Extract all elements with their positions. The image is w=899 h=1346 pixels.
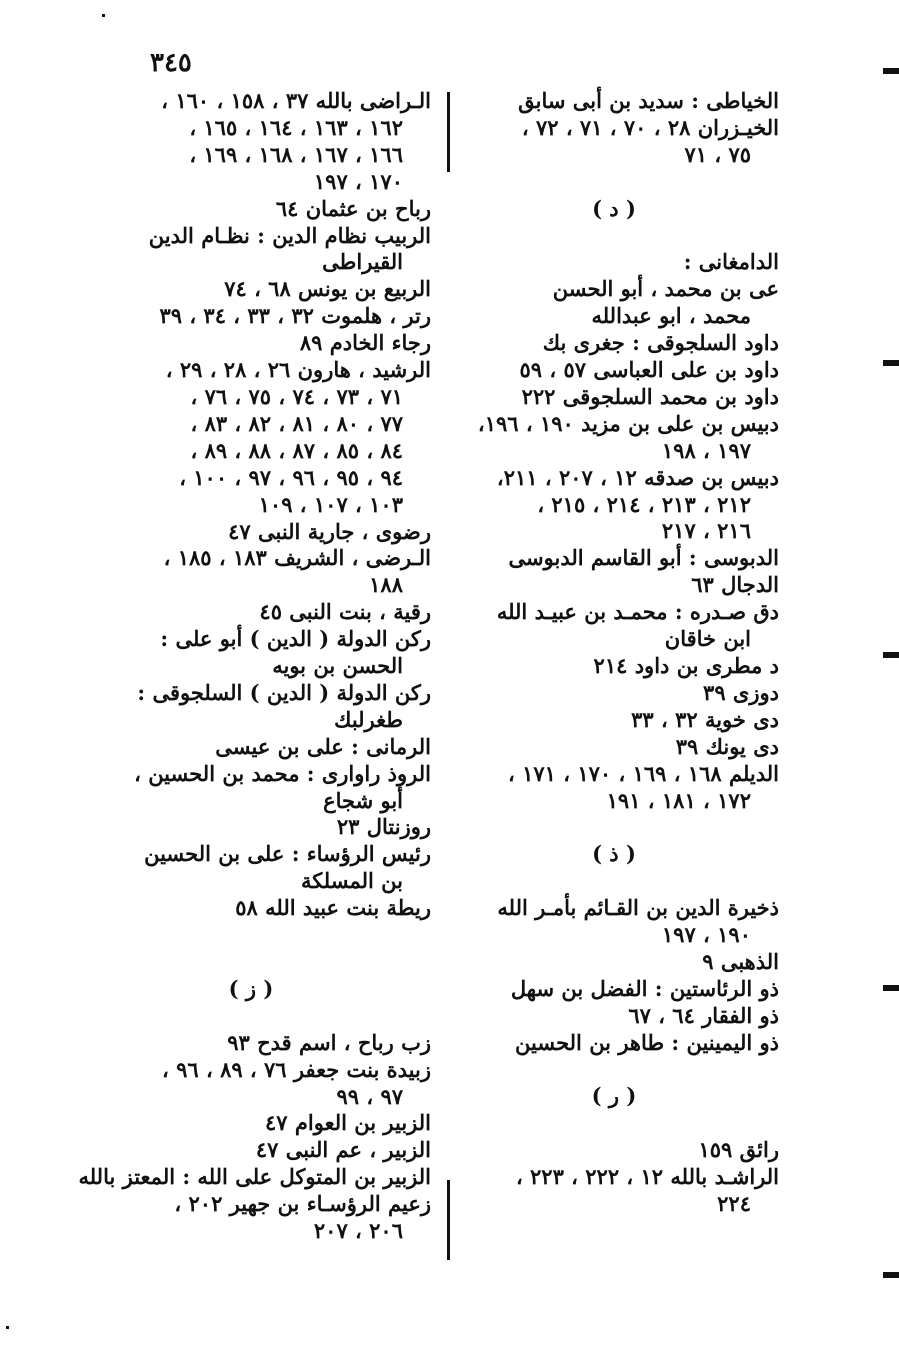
entry-line: دبيس بن صدقه ١٢ ، ٢٠٧ ، ٢١١، — [496, 464, 779, 490]
index-entry — [449, 653, 779, 680]
margin-mark — [883, 652, 899, 658]
entry-line: الخيـزران ٢٨ ، ٧٠ ، ٧١ ، ٧٢ ، — [521, 114, 779, 140]
entry-line: روزنتال ٢٣ — [336, 814, 431, 840]
index-entry — [449, 276, 779, 330]
index-column-left — [71, 88, 431, 1245]
index-entry — [71, 88, 431, 196]
index-entry — [71, 357, 431, 518]
scan-speck — [6, 1326, 9, 1329]
index-entry — [71, 1191, 431, 1245]
entry-line: الربيع بن يونس ٦٨ ، ٧٤ — [224, 276, 431, 302]
entry-line: رضوى ، جارية النبى ٤٧ — [228, 518, 431, 544]
spacer — [449, 169, 779, 196]
index-entry — [449, 707, 779, 734]
entry-continuation: محمد ، ابو عبدالله — [591, 303, 751, 329]
entry-line: الـراضى بالله ٣٧ ، ١٥٨ ، ١٦٠ ، — [161, 88, 431, 113]
entry-line: زب رباح ، اسم قدح ٩٣ — [227, 1029, 431, 1055]
entry-continuation: ٢٢٤ — [717, 1191, 751, 1217]
margin-mark — [883, 985, 899, 991]
spacer — [71, 1003, 431, 1030]
index-entry — [71, 1164, 431, 1191]
spacer — [449, 814, 779, 841]
entry-line: ريطة بنت عبيد الله ٥٨ — [235, 895, 431, 921]
margin-mark — [883, 1272, 899, 1278]
index-entry — [449, 465, 779, 546]
index-entry — [71, 1110, 431, 1137]
index-entry — [449, 1164, 779, 1218]
entry-line: الخياطى : سديد بن أبى سابق — [518, 88, 779, 113]
entry-line: دوزى ٣٩ — [703, 679, 779, 705]
index-entry — [449, 411, 779, 465]
entry-continuation: ٢٠٦ ، ٢٠٧ — [313, 1218, 403, 1244]
entry-line: ( د ) — [592, 195, 636, 221]
index-entry — [71, 895, 431, 922]
entry-line: ذو الرئاستين : الفضل بن سهل — [510, 975, 779, 1001]
index-entry — [449, 115, 779, 169]
entry-line: ذو اليمينين : طاهر بن الحسين — [515, 1029, 779, 1055]
entry-continuation: ١٠٣ ، ١٠٧ ، ١٠٩ — [258, 491, 403, 517]
entry-line: رئيس الرؤساء : على بن الحسين — [144, 841, 431, 867]
spacer — [449, 1110, 779, 1137]
entry-line: الرمانى : على بن عيسى — [215, 733, 431, 759]
letter-heading — [449, 841, 779, 868]
entry-line: الدجال ٦٣ — [691, 572, 779, 598]
letter-heading — [449, 1083, 779, 1110]
entry-line: ركن الدولة ( الدين ) السلجوقى : — [137, 679, 431, 705]
margin-mark — [883, 360, 899, 366]
entry-continuation: ٧٧ ، ٨٠ ، ٨١ ، ٨٢ ، ٨٣ ، — [190, 410, 403, 436]
entry-line: زبيدة بنت جعفر ٧٦ ، ٨٩ ، ٩٦ ، — [162, 1056, 431, 1082]
entry-line: الراشـد بالله ١٢ ، ٢٢٢ ، ٢٢٣ ، — [515, 1164, 779, 1190]
entry-continuation: ٢١٦ ، ٢١٧ — [661, 518, 751, 544]
entry-line: عى بن محمد ، أبو الحسن — [552, 276, 779, 302]
entry-continuation: ١٩٠ ، ١٩٧ — [661, 922, 751, 948]
entry-line: الرشيد ، هارون ٢٦ ، ٢٨ ، ٢٩ ، — [165, 357, 431, 383]
entry-continuation: ١٦٦ ، ١٦٧ ، ١٦٨ ، ١٦٩ ، — [189, 141, 403, 167]
entry-line: ( ذ ) — [592, 841, 636, 867]
index-entry — [71, 1057, 431, 1111]
index-entry — [71, 626, 431, 680]
index-entry — [71, 814, 431, 841]
entry-line: الزبير بن المتوكل على الله : المعتز بالله — [78, 1164, 431, 1190]
index-entry — [449, 734, 779, 761]
index-entry — [449, 384, 779, 411]
entry-line: داود بن محمد السلجوقى ٢٢٢ — [521, 383, 779, 409]
scan-speck — [102, 14, 105, 17]
index-entry — [71, 223, 431, 277]
entry-continuation: القيراطى — [322, 249, 403, 275]
index-entry — [449, 599, 779, 653]
entry-line: دبيس بن على بن مزيد ١٩٠ ، ١٩٦، — [477, 410, 779, 436]
margin-mark — [883, 68, 899, 74]
index-entry — [71, 196, 431, 223]
index-entry — [449, 1030, 779, 1057]
index-entry — [71, 761, 431, 815]
index-entry — [71, 841, 431, 895]
index-entry — [71, 519, 431, 546]
entry-line: ( ز ) — [228, 975, 274, 1001]
entry-line: الزبير ، عم النبى ٤٧ — [255, 1137, 431, 1163]
entry-line: الـرضى ، الشريف ١٨٣ ، ١٨٥ ، — [163, 545, 431, 571]
index-entry — [449, 249, 779, 276]
index-entry — [71, 276, 431, 303]
index-entry — [71, 599, 431, 626]
spacer — [449, 223, 779, 250]
entry-continuation: طغرلبك — [334, 706, 403, 732]
spacer — [449, 868, 779, 895]
index-entry — [449, 88, 779, 115]
entry-line: دى خوية ٣٢ ، ٣٣ — [631, 706, 779, 732]
entry-line: ذو الفقار ٦٤ ، ٦٧ — [628, 1002, 779, 1028]
entry-continuation: ١٧٢ ، ١٨١ ، ١٩١ — [606, 787, 751, 813]
entry-continuation: ١٧٠ ، ١٩٧ — [313, 168, 403, 194]
entry-line: رباح بن عثمان ٦٤ — [275, 195, 431, 221]
letter-heading — [449, 196, 779, 223]
entry-continuation: ٨٤ ، ٨٥ ، ٨٧ ، ٨٨ ، ٨٩ ، — [190, 437, 403, 463]
entry-line: الديلم ١٦٨ ، ١٦٩ ، ١٧٠ ، ١٧١ ، — [507, 760, 779, 786]
page-number: ٣٤٥ — [150, 48, 192, 78]
entry-continuation: الحسن بن بويه — [272, 653, 403, 679]
spacer — [71, 922, 431, 976]
index-entry — [71, 330, 431, 357]
spacer — [449, 1057, 779, 1084]
entry-line: ( ر ) — [591, 1083, 637, 1109]
entry-line: د مطرى بن داود ٢١٤ — [593, 653, 779, 678]
entry-line: داود السلجوقى : جغرى بك — [542, 330, 779, 356]
entry-continuation: ١٨٨ — [369, 572, 403, 598]
index-entry — [449, 680, 779, 707]
index-entry — [71, 1137, 431, 1164]
index-entry — [449, 895, 779, 949]
entry-line: زعيم الرؤسـاء بن جهير ٢٠٢ ، — [174, 1191, 431, 1217]
index-entry — [449, 949, 779, 976]
index-entry — [449, 1137, 779, 1164]
entry-line: دق صـدره : محمـد بن عبيـد الله — [496, 599, 779, 625]
entry-line: رائق ١٥٩ — [698, 1137, 779, 1163]
entry-line: الربيب نظام الدين : نظـام الدين — [148, 222, 431, 248]
entry-continuation: ٩٤ ، ٩٥ ، ٩٦ ، ٩٧ ، ١٠٠ ، — [179, 464, 403, 490]
index-entry — [449, 761, 779, 815]
entry-continuation: ١٦٢ ، ١٦٣ ، ١٦٤ ، ١٦٥ ، — [189, 114, 403, 140]
entry-continuation: أبو شجاع — [323, 787, 403, 813]
letter-heading — [71, 976, 431, 1003]
index-entry — [449, 357, 779, 384]
index-entry — [449, 572, 779, 599]
index-entry — [449, 1003, 779, 1030]
entry-line: ذخيرة الدين بن القـائم بأمـر الله — [497, 895, 779, 921]
index-entry — [449, 976, 779, 1003]
index-entry — [71, 545, 431, 599]
entry-continuation: ٢١٢ ، ٢١٣ ، ٢١٤ ، ٢١٥ ، — [537, 491, 751, 517]
entry-line: الروذ راوارى : محمد بن الحسين ، — [134, 760, 431, 786]
entry-continuation: ابن خاقان — [664, 626, 751, 652]
index-entry — [71, 734, 431, 761]
entry-line: ركن الدولة ( الدين ) أبو على : — [160, 626, 431, 652]
index-entry — [71, 1030, 431, 1057]
entry-line: رجاء الخادم ٨٩ — [299, 330, 431, 356]
entry-continuation: ٧٥ ، ٧١ — [684, 141, 751, 167]
entry-line: داود بن على العباسى ٥٧ ، ٥٩ — [519, 357, 779, 383]
entry-line: الدبوسى : أبو القاسم الدبوسى — [508, 545, 779, 571]
index-entry — [71, 303, 431, 330]
entry-continuation: ٧١ ، ٧٣ ، ٧٤ ، ٧٥ ، ٧٦ ، — [190, 383, 403, 409]
entry-line: الدامغانى : — [683, 249, 779, 275]
index-entry — [449, 330, 779, 357]
index-column-right — [449, 88, 779, 1218]
entry-line: الزبير بن العوام ٤٧ — [265, 1110, 431, 1136]
entry-continuation: بن المسلكة — [300, 868, 403, 894]
entry-line: رقية ، بنت النبى ٤٥ — [259, 599, 431, 625]
index-entry — [449, 545, 779, 572]
entry-line: الذهبى ٩ — [702, 948, 779, 974]
index-entry — [71, 680, 431, 734]
entry-line: دى يونك ٣٩ — [675, 733, 779, 759]
entry-continuation: ٩٧ ، ٩٩ — [336, 1083, 403, 1109]
entry-continuation: ١٩٧ ، ١٩٨ — [661, 437, 751, 463]
entry-line: رتر ، هلموت ٣٢ ، ٣٣ ، ٣٤ ، ٣٩ — [159, 303, 431, 329]
